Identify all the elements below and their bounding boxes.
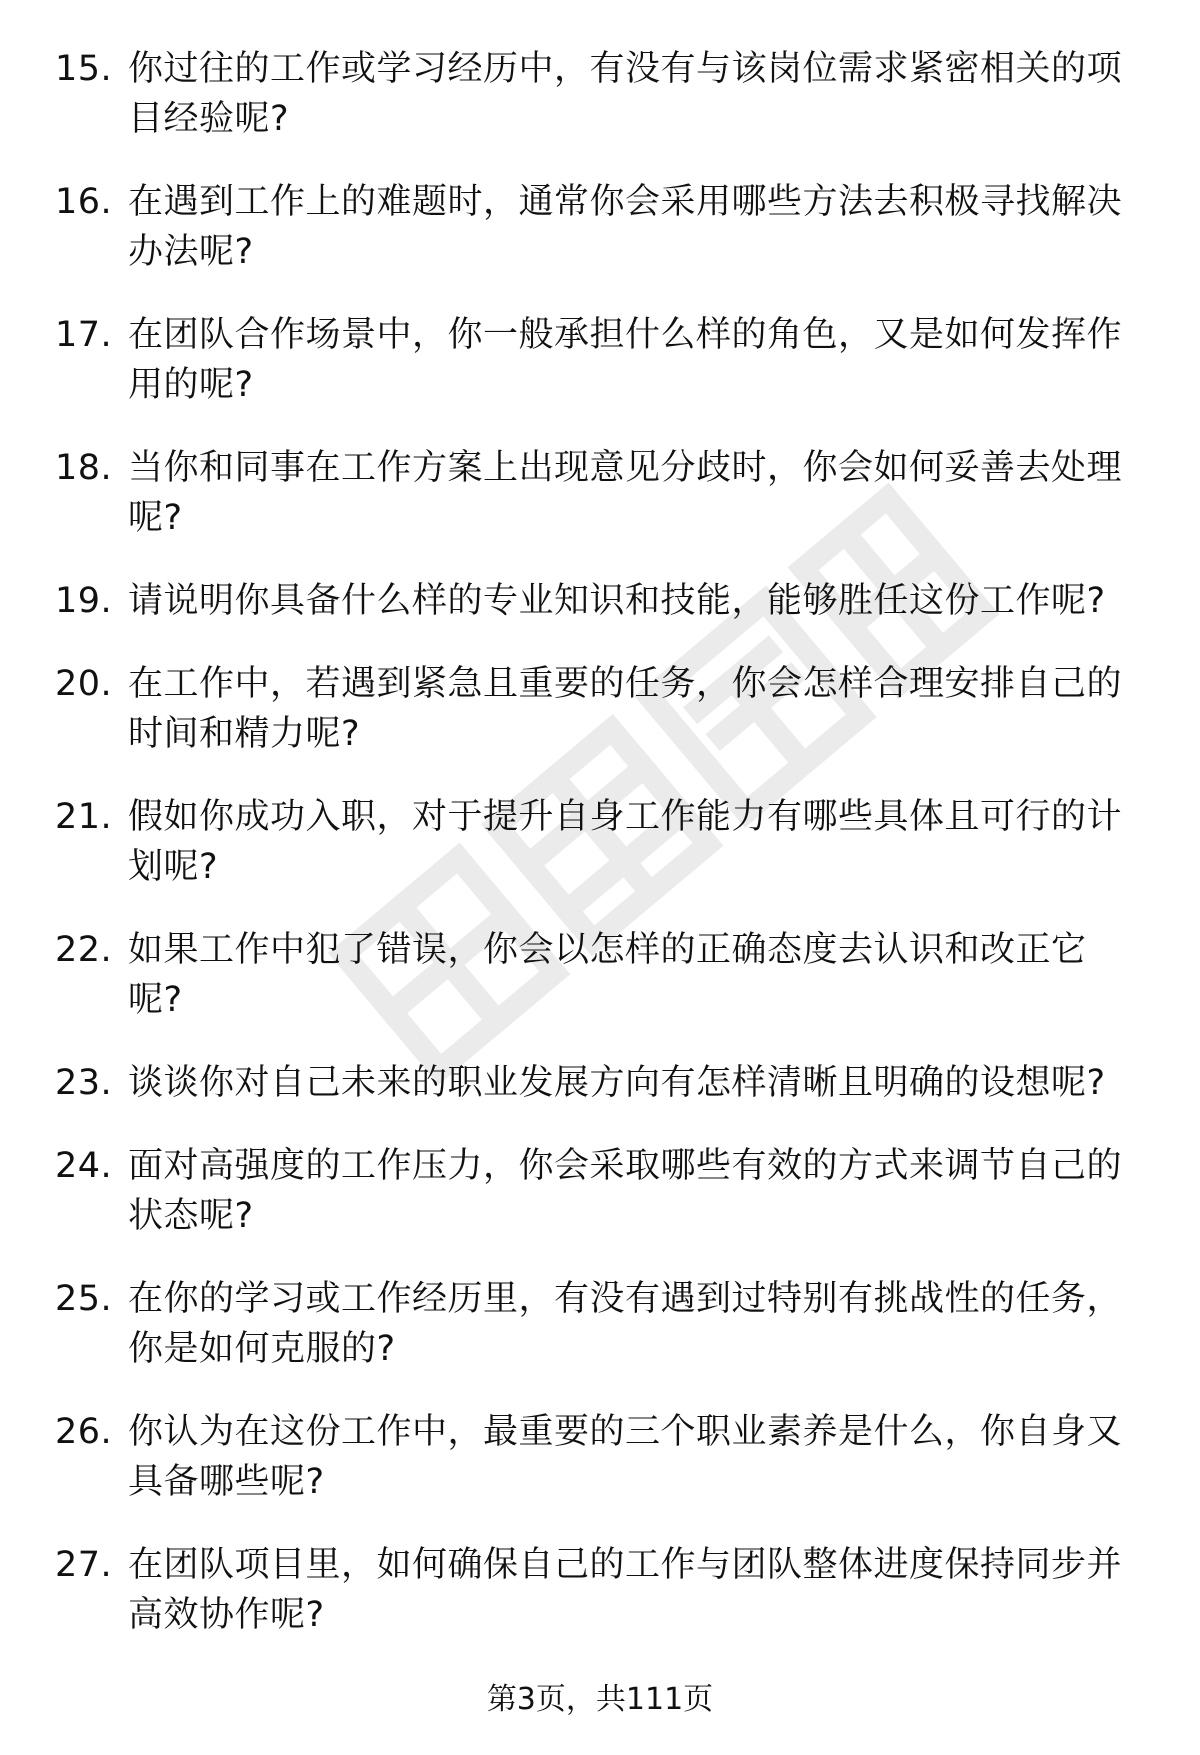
list-item	[0, 576, 1200, 626]
list-item	[0, 44, 1200, 144]
question-text: 你认为在这份工作中，最重要的三个职业素养是什么，你自身又具备哪些呢?	[128, 1412, 1123, 1502]
question-number: 25.	[55, 1279, 113, 1319]
list-item	[0, 792, 1200, 892]
question-text: 如果工作中犯了错误，你会以怎样的正确态度去认识和改正它呢?	[128, 930, 1087, 1020]
list-item	[0, 659, 1200, 759]
list-item	[0, 177, 1200, 277]
question-number: 22.	[55, 930, 113, 970]
list-item	[0, 1407, 1200, 1507]
question-number: 15.	[55, 49, 113, 89]
question-number: 17.	[55, 315, 113, 355]
question-list	[0, 44, 1200, 1673]
page-footer: 第3页，共111页	[486, 1682, 714, 1717]
list-item	[0, 1058, 1200, 1108]
list-item	[0, 1141, 1200, 1241]
list-item	[0, 443, 1200, 543]
list-item	[0, 310, 1200, 410]
question-number: 16.	[55, 182, 113, 222]
question-number: 26.	[55, 1412, 113, 1452]
question-text: 在遇到工作上的难题时，通常你会采用哪些方法去积极寻找解决办法呢?	[128, 182, 1123, 272]
question-text: 面对高强度的工作压力，你会采取哪些有效的方式来调节自己的状态呢?	[128, 1146, 1123, 1236]
question-text: 请说明你具备什么样的专业知识和技能，能够胜任这份工作呢?	[128, 581, 1106, 621]
question-number: 27.	[55, 1545, 113, 1585]
question-number: 20.	[55, 664, 113, 704]
question-text: 在团队合作场景中，你一般承担什么样的角色，又是如何发挥作用的呢?	[128, 315, 1123, 405]
list-item	[0, 1274, 1200, 1374]
question-text: 谈谈你对自己未来的职业发展方向有怎样清晰且明确的设想呢?	[128, 1063, 1106, 1103]
question-number: 21.	[55, 797, 113, 837]
question-number: 19.	[55, 581, 113, 621]
list-item	[0, 1540, 1200, 1640]
question-number: 23.	[55, 1063, 113, 1103]
question-text: 在工作中，若遇到紧急且重要的任务，你会怎样合理安排自己的时间和精力呢?	[128, 664, 1123, 754]
question-text: 在团队项目里，如何确保自己的工作与团队整体进度保持同步并高效协作呢?	[128, 1545, 1123, 1635]
question-number: 18.	[55, 448, 113, 488]
list-item	[0, 925, 1200, 1025]
question-text: 假如你成功入职，对于提升自身工作能力有哪些具体且可行的计划呢?	[128, 797, 1123, 887]
question-text: 你过往的工作或学习经历中，有没有与该岗位需求紧密相关的项目经验呢?	[128, 49, 1123, 139]
question-number: 24.	[55, 1146, 113, 1186]
question-text: 在你的学习或工作经历里，有没有遇到过特别有挑战性的任务，你是如何克服的?	[128, 1279, 1123, 1369]
question-text: 当你和同事在工作方案上出现意见分歧时，你会如何妥善去处理呢?	[128, 448, 1123, 538]
